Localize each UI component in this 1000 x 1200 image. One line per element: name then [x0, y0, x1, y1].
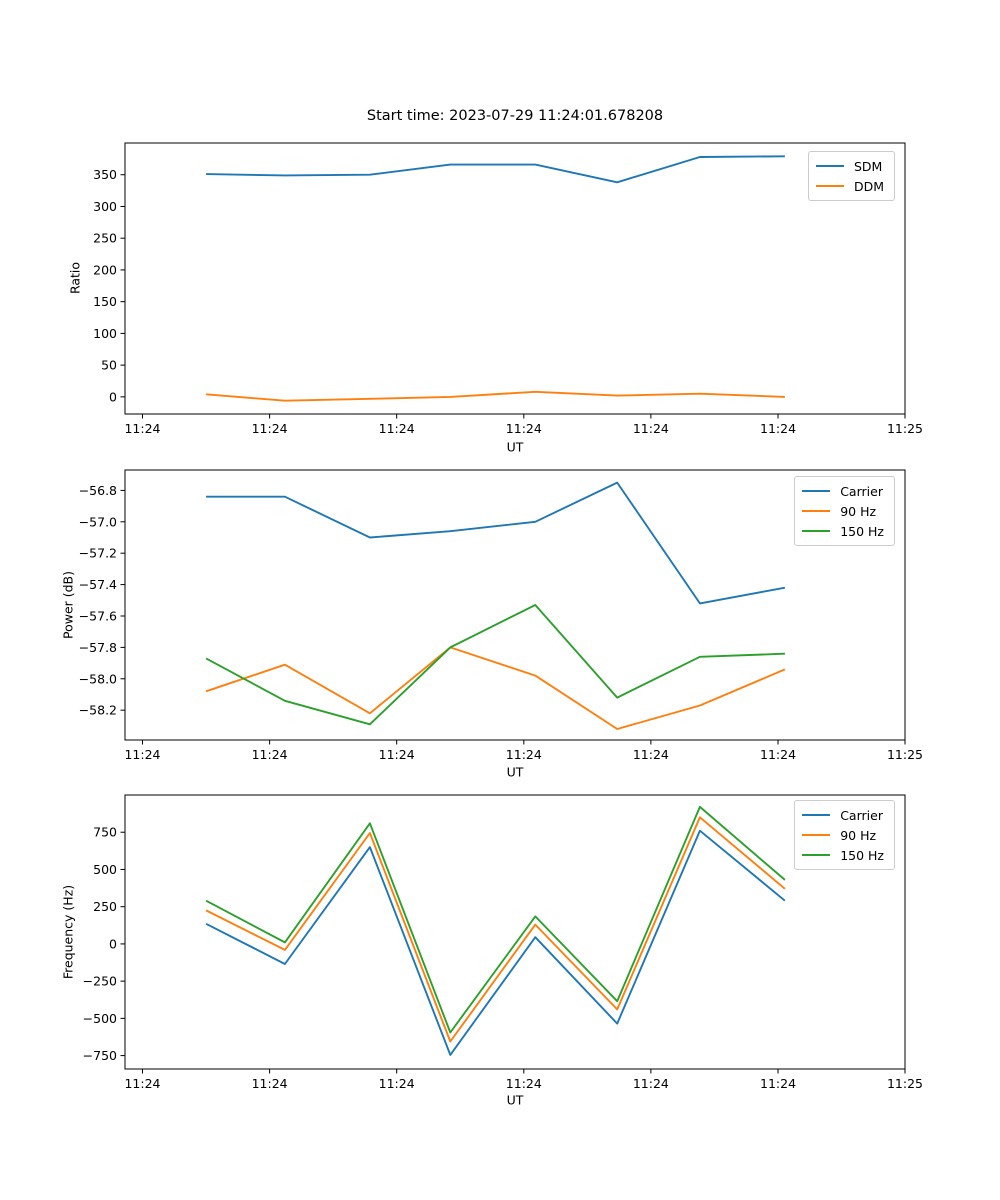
x-tick-label-frequency: 11:25: [886, 1076, 924, 1091]
y-tick-label-frequency: −500: [82, 1010, 117, 1026]
legend-swatch-150-hz: [802, 854, 830, 856]
x-tick-label-power: 11:24: [760, 747, 797, 762]
legend-label-90-hz: 90 Hz: [840, 503, 877, 519]
legend-label-carrier: Carrier: [840, 807, 883, 823]
legend-swatch-150-hz: [802, 530, 830, 532]
x-tick-label-frequency: 11:24: [124, 1076, 161, 1091]
legend-frequency: [794, 800, 895, 870]
y-tick-label-ratio: 350: [93, 167, 117, 183]
series-line-90-hz-power: [206, 647, 785, 729]
y-tick-label-ratio: 300: [93, 198, 117, 214]
x-tick-label-frequency: 11:24: [378, 1076, 415, 1091]
legend-ratio: [808, 151, 895, 201]
legend-entry-90-hz: [802, 501, 884, 521]
x-tick-label-ratio: 11:24: [378, 421, 415, 436]
legend-entry-sdm: [816, 156, 884, 176]
series-line-carrier-frequency: [206, 831, 785, 1055]
axes-frame-power: [125, 470, 905, 740]
ylabel-ratio: Ratio: [67, 261, 83, 295]
y-tick-label-ratio: 100: [93, 325, 117, 341]
legend-swatch-carrier: [802, 814, 830, 816]
x-tick-label-power: 11:24: [124, 747, 161, 762]
legend-swatch-sdm: [816, 165, 844, 167]
y-tick-label-frequency: 500: [93, 861, 117, 877]
legend-label-ddm: DDM: [853, 178, 884, 194]
legend-entry-ddm: [816, 176, 884, 196]
series-line-carrier-power: [206, 483, 785, 604]
series-line-90-hz-frequency: [206, 817, 785, 1041]
axes-frame-ratio: [125, 143, 905, 414]
chart-title: Start time: 2023-07-29 11:24:01.678208: [366, 108, 664, 124]
y-tick-label-power: −58.2: [78, 702, 117, 718]
legend-label-90-hz: 90 Hz: [840, 827, 877, 843]
y-tick-label-ratio: 50: [101, 357, 117, 373]
legend-entry-150-hz: [802, 521, 884, 541]
x-tick-label-power: 11:24: [505, 747, 542, 762]
y-tick-label-power: −57.0: [78, 514, 117, 530]
legend-swatch-90-hz: [802, 510, 830, 512]
x-tick-label-power: 11:24: [632, 747, 669, 762]
y-tick-label-frequency: −250: [82, 973, 117, 989]
legend-entry-90-hz: [802, 825, 884, 845]
x-tick-label-frequency: 11:24: [632, 1076, 669, 1091]
xlabel-frequency: UT: [506, 1092, 524, 1108]
x-tick-label-ratio: 11:25: [886, 421, 924, 436]
x-tick-label-power: 11:24: [251, 747, 288, 762]
axes-frame-frequency: [125, 795, 905, 1069]
legend-entry-carrier: [802, 481, 884, 501]
legend-label-carrier: Carrier: [840, 483, 883, 499]
legend-power: [794, 476, 895, 546]
x-tick-label-ratio: 11:24: [505, 421, 542, 436]
y-tick-label-ratio: 200: [93, 262, 117, 278]
x-tick-label-frequency: 11:24: [760, 1076, 797, 1091]
series-line-150-hz-frequency: [206, 807, 785, 1033]
y-tick-label-ratio: 250: [93, 230, 117, 246]
legend-entry-150-hz: [802, 845, 884, 865]
legend-label-sdm: SDM: [853, 158, 883, 174]
x-tick-label-ratio: 11:24: [124, 421, 161, 436]
xlabel-power: UT: [506, 764, 524, 780]
y-tick-label-power: −57.6: [78, 608, 117, 624]
series-line-sdm-ratio: [206, 156, 785, 182]
legend-entry-carrier: [802, 805, 884, 825]
legend-swatch-90-hz: [802, 834, 830, 836]
ylabel-power: Power (dB): [60, 570, 76, 640]
y-tick-label-power: −58.0: [78, 671, 117, 687]
x-tick-label-ratio: 11:24: [760, 421, 797, 436]
x-tick-label-frequency: 11:24: [505, 1076, 542, 1091]
y-tick-label-frequency: 0: [109, 936, 117, 952]
y-tick-label-frequency: 250: [93, 899, 117, 915]
legend-swatch-carrier: [802, 490, 830, 492]
x-tick-label-ratio: 11:24: [251, 421, 288, 436]
y-tick-label-power: −57.4: [78, 577, 117, 593]
y-tick-label-ratio: 150: [93, 294, 117, 310]
x-tick-label-power: 11:24: [378, 747, 415, 762]
y-tick-label-power: −56.8: [78, 482, 117, 498]
y-tick-label-ratio: 0: [109, 389, 117, 405]
y-tick-label-power: −57.2: [78, 545, 117, 561]
xlabel-ratio: UT: [506, 439, 524, 455]
x-tick-label-ratio: 11:24: [632, 421, 669, 436]
y-tick-label-frequency: 750: [93, 824, 117, 840]
legend-label-150-hz: 150 Hz: [840, 523, 884, 539]
y-tick-label-frequency: −750: [82, 1048, 117, 1064]
x-tick-label-frequency: 11:24: [251, 1076, 288, 1091]
legend-swatch-ddm: [816, 185, 844, 187]
legend-label-150-hz: 150 Hz: [840, 847, 884, 863]
series-line-ddm-ratio: [206, 392, 785, 401]
y-tick-label-power: −57.8: [78, 639, 117, 655]
ylabel-frequency: Frequency (Hz): [60, 884, 76, 980]
x-tick-label-power: 11:25: [886, 747, 924, 762]
